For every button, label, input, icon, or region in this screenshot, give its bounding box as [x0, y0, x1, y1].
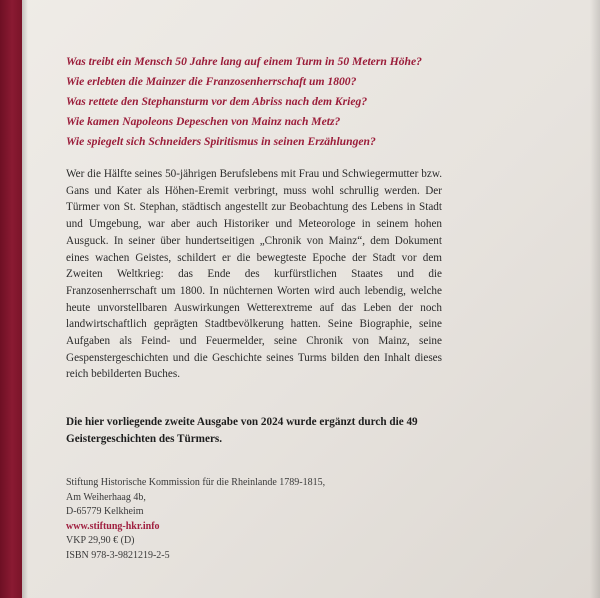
question-line: Was treibt ein Mensch 50 Jahre lang auf einem Turm in 50 Metern Höhe? — [66, 55, 422, 68]
edition-note: Die hier vorliegende zweite Ausgabe von 2024 wurde ergänzt durch die 49 Geistergeschichten des Türmers. — [66, 416, 418, 445]
publisher-url-link[interactable]: www.stiftung-hkr.info — [66, 520, 160, 532]
isbn-label: ISBN 978-3-9821219-2-5 — [66, 549, 170, 561]
cover-edge-shadow — [590, 0, 600, 598]
question-list — [66, 52, 586, 152]
question-line: Wie kamen Napoleons Depeschen von Mainz nach Metz? — [66, 115, 341, 128]
question-line: Wie spiegelt sich Schneiders Spiritismus in seinen Erzählungen? — [66, 135, 376, 148]
cover-spine — [0, 0, 22, 598]
publisher-name: Stiftung Historische Kommission für die Rheinlande 1789-1815, — [66, 477, 326, 488]
blurb-paragraph: Wer die Hälfte seines 50-jährigen Berufslebens mit Frau und Schwiegermutter bzw. Gans und Kater als Höhen-Eremit verbringt, muss wohl schrullig werden. Der Türmer von St. Stephan, städtisch angestellt zur Beobachtung des Lebens in Stadt und Umgebung, war aber auch Historiker und Meteorologe in seinem hohen Ausguck. In seiner über hundertseitigen „Chronik von Mainz“, dem Dokument eines wachen Geistes, schildert er die bewegteste Epoche der Stadt vor dem Zweiten Weltkrieg: das Ende des kurfürstlichen Staates und die Franzosenherrschaft um 1800. In nüchternen Worten wird auch lebendig, welche heute unvorstellbaren Auswirkungen Wetterextreme auf das Leben der noch landwirtschaftlich geprägten Stadtbevölkerung hatten. Seine Biographie, seine Aufgaben als Feind- und Feuermelder, seine Chronik von Mainz, seine Gespenstergeschichten und die Geschichte seines Turms bilden den Inhalt dieses reich bebilderten Buches. — [66, 168, 442, 381]
question-line: Was rettete den Stephansturm vor dem Abriss nach dem Krieg? — [66, 95, 368, 108]
publisher-street: Am Weiherhaag 4b, — [66, 491, 146, 503]
publisher-info — [66, 476, 366, 564]
question-line: Wie erlebten die Mainzer die Franzosenherrschaft um 1800? — [66, 75, 357, 88]
price-label: VKP 29,90 € (D) — [66, 535, 135, 547]
spine-shadow — [22, 0, 28, 598]
publisher-city: D-65779 Kelkheim — [66, 506, 144, 518]
